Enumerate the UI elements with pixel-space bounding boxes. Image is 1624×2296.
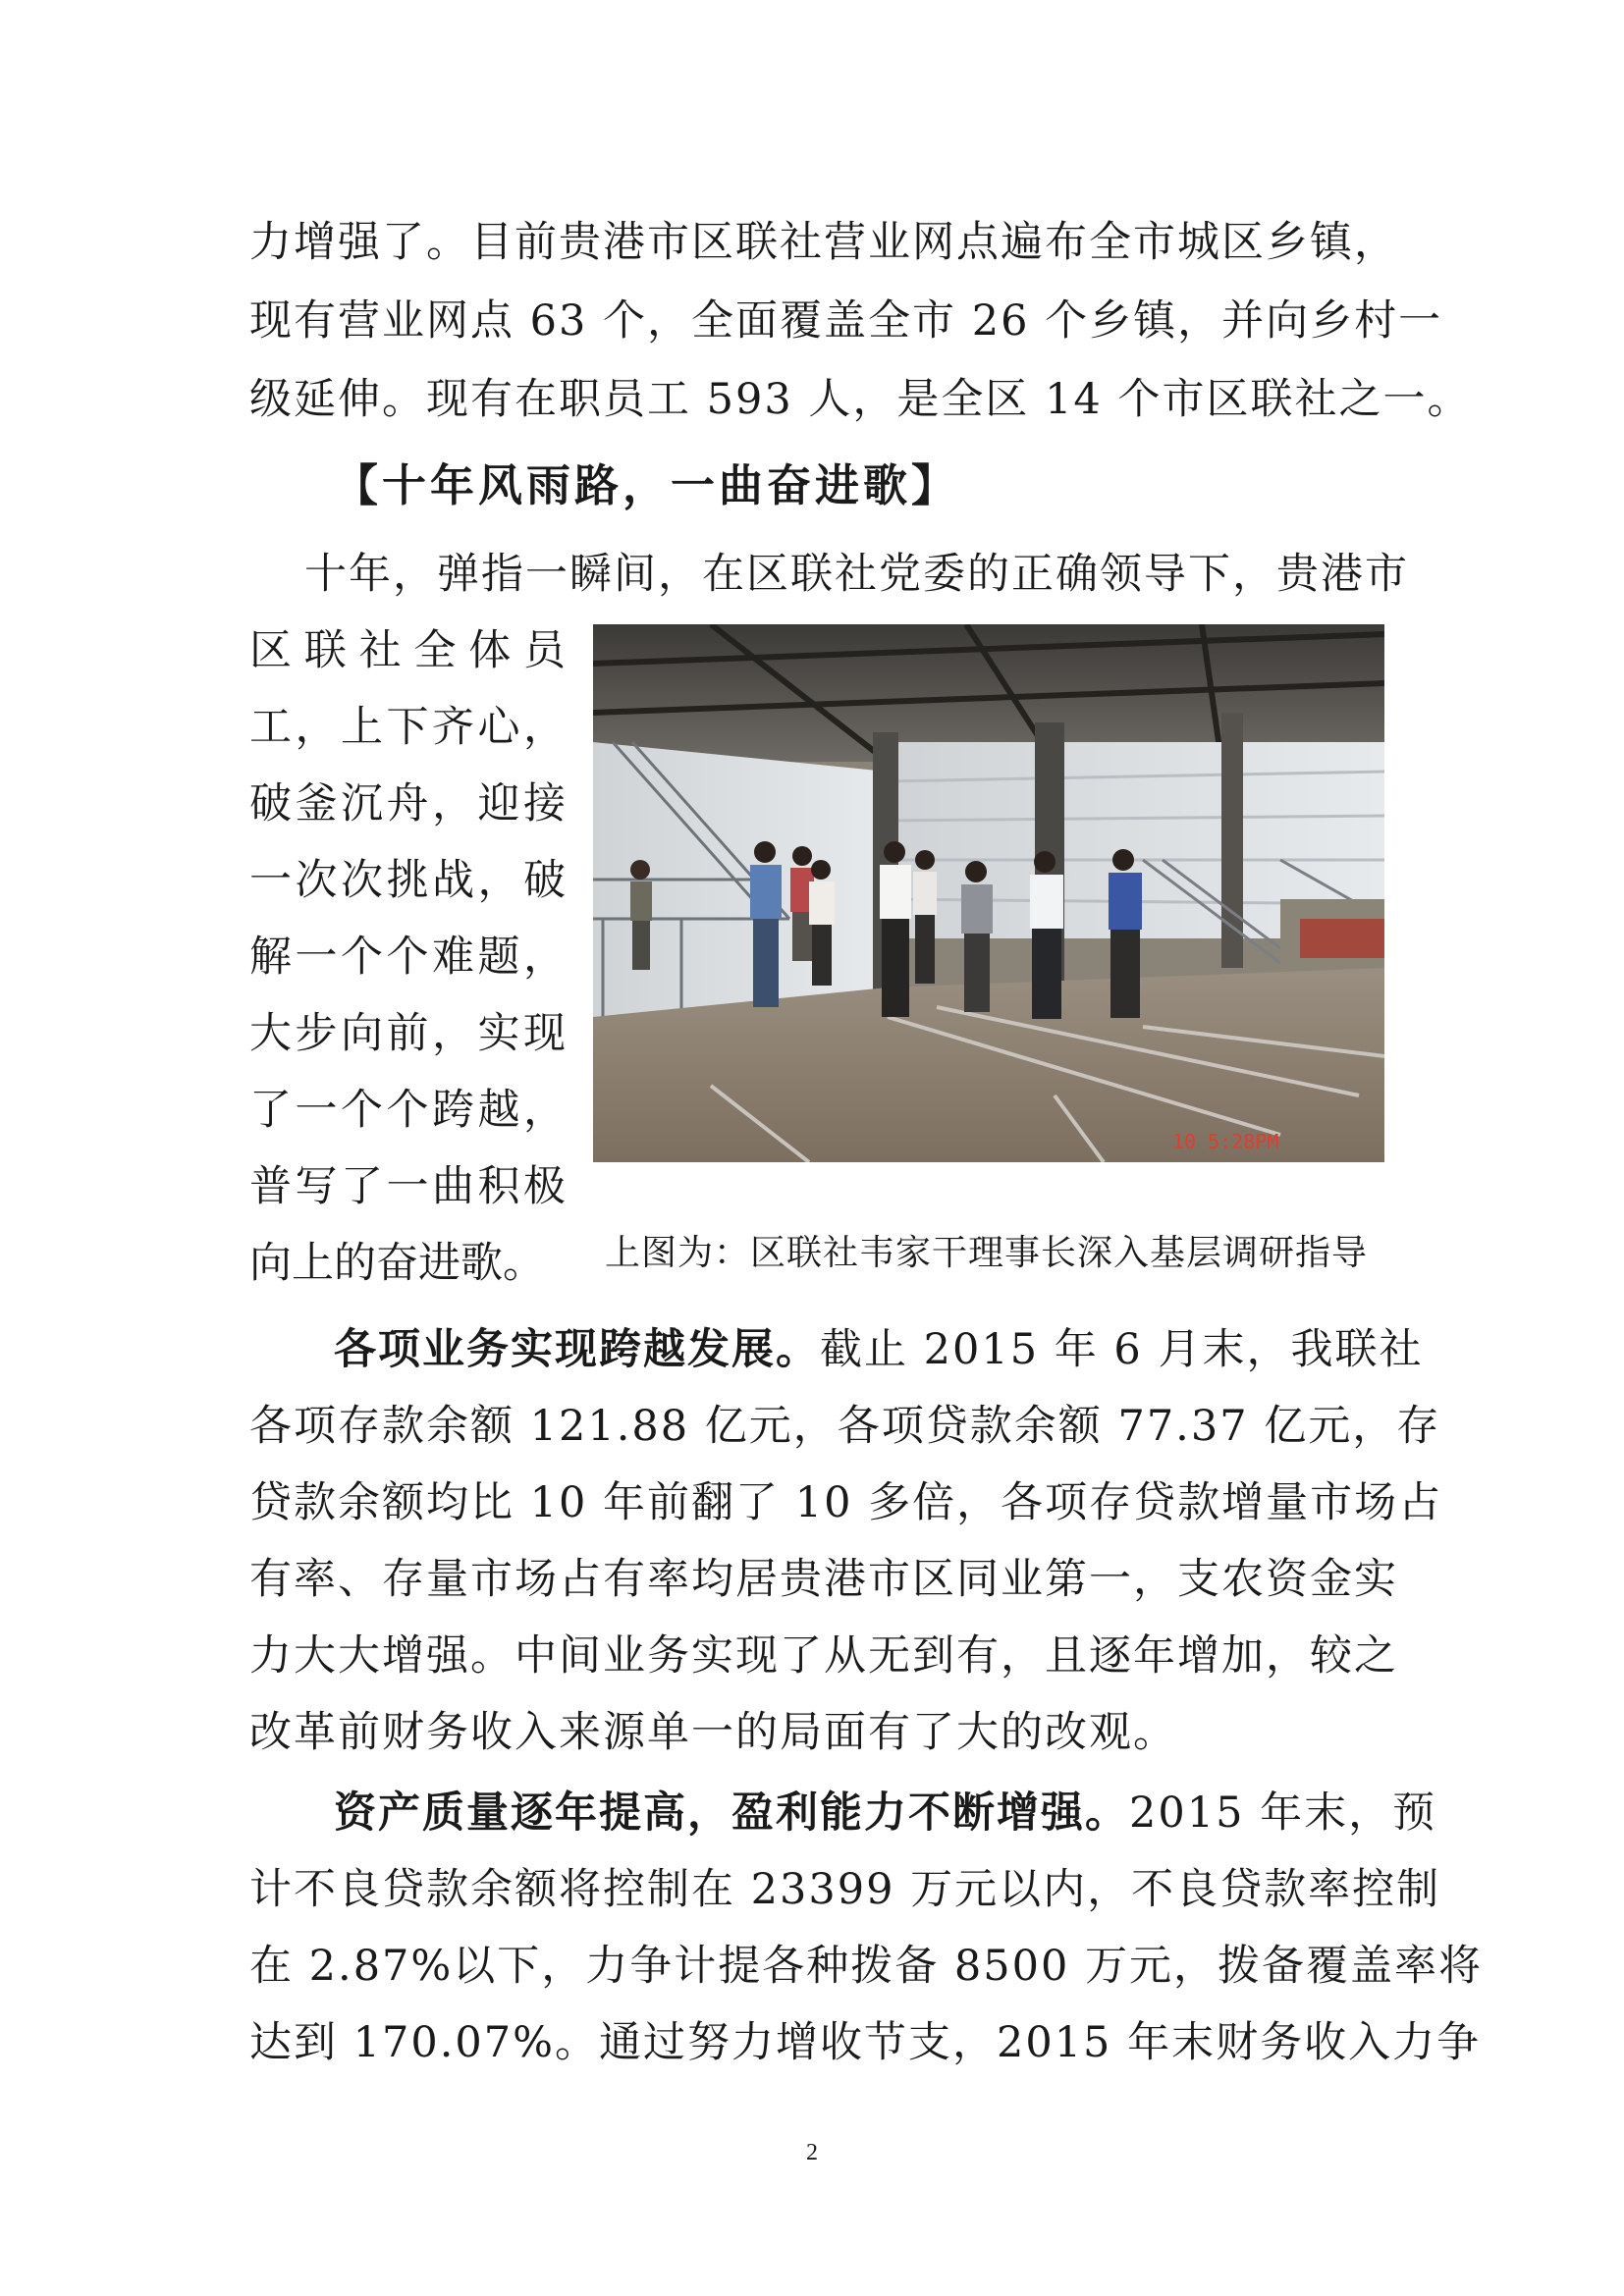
page-number: 2 [806, 2140, 818, 2165]
wrap-line-7: 了一个个跨越， [249, 1086, 566, 1135]
para2-first-rest: 截止 2015 年 6 月末，我联社 [820, 1325, 1424, 1374]
para3-line-3: 在 2.87%以下，力争计提各种拨备 8500 万元，拨备覆盖率将 [249, 1942, 1484, 1991]
para1-first-line: 十年，弹指一瞬间，在区联社党委的正确领导下，贵港市 [304, 550, 1409, 599]
wrap-line-6: 大步向前，实现 [249, 1009, 566, 1058]
para3-first-line [334, 1775, 1437, 1851]
photo-caption: 上图为：区联社韦家干理事长深入基层调研指导 [605, 1233, 1369, 1273]
para2-line-6: 改革前财务收入来源单一的局面有了大的改观。 [249, 1708, 1177, 1757]
section-heading: 【十年风雨路，一曲奋进歌】 [334, 459, 960, 511]
para3-first-rest: 2015 年末，预 [1129, 1789, 1437, 1838]
para2-bold-lead: 各项业务实现跨越发展。 [334, 1325, 820, 1374]
wrap-line-2: 工，上下齐心， [249, 703, 566, 752]
intro-line-3: 级延伸。现有在职员工 593 人，是全区 14 个市区联社之一。 [249, 375, 1472, 424]
wrap-line-5: 解一个个难题， [249, 933, 566, 982]
wrap-line-4: 一次次挑战，破 [249, 856, 566, 905]
para3-bold-lead: 资产质量逐年提高，盈利能力不断增强。 [334, 1789, 1129, 1838]
factory-visit-photo [593, 624, 1384, 1162]
wrap-line-1: 区联社全体员 [249, 626, 566, 675]
intro-line-2: 现有营业网点 63 个，全面覆盖全市 26 个乡镇，并向乡村一 [249, 296, 1443, 346]
intro-line-1: 力增强了。目前贵港市区联社营业网点遍布全市城区乡镇， [249, 218, 1398, 267]
para2-line-3: 贷款余额均比 10 年前翻了 10 多倍，各项存贷款增量市场占 [249, 1478, 1443, 1527]
photo-timestamp: 10 5:28PM [1172, 1130, 1279, 1153]
para3-line-2: 计不良贷款余额将控制在 23399 万元以内，不良贷款率控制 [249, 1865, 1441, 1914]
wrap-line-8: 普写了一曲积极 [249, 1162, 566, 1211]
para2-line-2: 各项存款余额 121.88 亿元，各项贷款余额 77.37 亿元，存 [249, 1402, 1441, 1451]
para2-line-5: 力大大增强。中间业务实现了从无到有，且逐年增加，较之 [249, 1631, 1398, 1681]
wrap-line-9: 向上的奋进歌。 [249, 1239, 545, 1288]
para2-first-line [334, 1311, 1424, 1388]
para2-line-4: 有率、存量市场占有率均居贵港市区同业第一，支农资金实 [249, 1555, 1398, 1604]
para3-line-4: 达到 170.07%。通过努力增收节支，2015 年末财务收入力争 [249, 2018, 1482, 2067]
wrap-line-3: 破釜沉舟，迎接 [249, 779, 566, 828]
